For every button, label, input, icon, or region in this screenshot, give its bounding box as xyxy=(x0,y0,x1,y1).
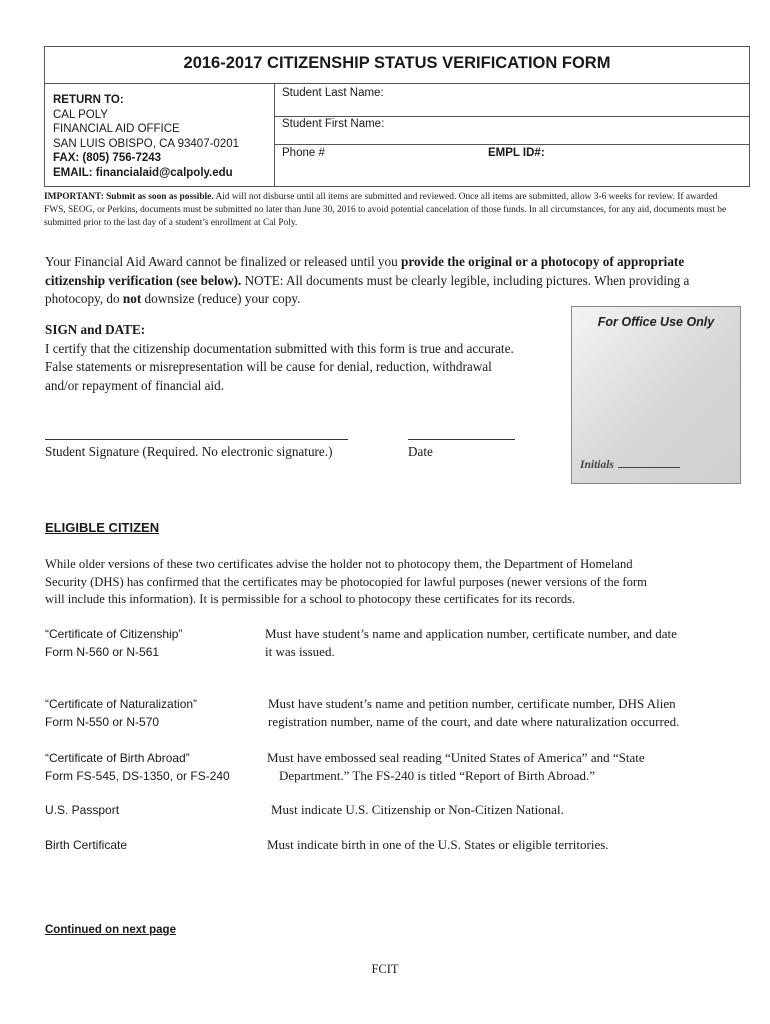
eligible-heading: ELIGIBLE CITIZEN xyxy=(45,520,160,535)
doc-naturalization-name xyxy=(45,695,197,731)
award-text-3: downsize (reduce) your copy. xyxy=(141,291,301,307)
sign-line-2: False statements or misrepresentation will be cause for denial, reduction, withdrawal xyxy=(45,359,492,375)
office-initials-line xyxy=(618,467,680,468)
last-name-label: Student Last Name: xyxy=(282,87,384,99)
doc-req-line: it was issued. xyxy=(265,644,335,659)
doc-passport-name: U.S. Passport xyxy=(45,803,120,817)
return-line-1: CAL POLY xyxy=(53,108,108,121)
eligible-intro-1: While older versions of these two certificates advise the holder not to photocopy them, the Department of Homeland xyxy=(45,557,633,571)
doc-name-line: “Certificate of Birth Abroad” xyxy=(45,751,190,765)
doc-birth-cert-req: Must indicate birth in one of the U.S. States or eligible territories. xyxy=(267,837,609,852)
doc-naturalization-req xyxy=(268,695,679,731)
doc-passport-req: Must indicate U.S. Citizenship or Non-Citizen National. xyxy=(271,802,564,817)
award-bold-1: provide the original or a photocopy of appropriate citizenship verification (see below). xyxy=(45,254,685,288)
doc-form-line: Form FS-545, DS-1350, or FS-240 xyxy=(45,769,230,783)
sign-line-1: I certify that the citizenship documentation submitted with this form is true and accurate. xyxy=(45,340,514,356)
doc-form-line: Form N-550 or N-570 xyxy=(45,715,160,729)
office-use-box xyxy=(571,306,741,484)
return-line-2: FINANCIAL AID OFFICE xyxy=(53,123,180,135)
signature-line[interactable] xyxy=(45,439,348,440)
return-heading: RETURN TO: xyxy=(53,94,124,106)
important-text: Aid will not disburse until all items are submitted and reviewed. Once all items are submitted, allow 3-6 weeks for review. If awarded FWS, SEOG, or Perkins, documents must be submitted no later than June 30, 2016 to avoid potential cancelation of those funds. In all circumstances, for any aid, documents must be submitted prior to the last day of a student’s enrollment at Cal Poly. xyxy=(44,192,727,228)
date-label: Date xyxy=(408,444,433,459)
doc-name-line: “Certificate of Citizenship” xyxy=(45,627,183,641)
last-name-field[interactable] xyxy=(275,84,749,117)
office-initials-label: Initials xyxy=(580,459,614,471)
header-box xyxy=(44,46,750,187)
eligible-intro-2: Security (DHS) has confirmed that the certificates may be photocopied for lawful purposes (newer versions of the form xyxy=(45,574,647,589)
doc-citizenship-req xyxy=(265,625,677,661)
award-bold-2: not xyxy=(122,291,142,307)
sign-heading: SIGN and DATE: xyxy=(45,322,146,337)
doc-birth-abroad-req xyxy=(267,749,645,785)
doc-req-line: Must have student’s name and petition number, certificate number, DHS Alien xyxy=(268,696,676,711)
return-fax: FAX: (805) 756-7243 xyxy=(53,152,162,164)
eligible-intro xyxy=(45,556,745,609)
award-text-2: NOTE: All documents must be clearly legible, including pictures. When providing a photocopy, do xyxy=(45,272,690,307)
sign-section xyxy=(45,321,565,395)
phone-label[interactable]: Phone # xyxy=(282,147,325,159)
doc-req-line: Must have student’s name and application number, certificate number, and date xyxy=(265,626,677,641)
date-line[interactable] xyxy=(408,439,515,440)
office-use-title: For Office Use Only xyxy=(597,315,715,329)
award-paragraph xyxy=(45,253,735,309)
sign-line-3: and/or repayment of financial aid. xyxy=(45,377,225,393)
doc-citizenship-name xyxy=(45,625,182,661)
return-line-3: SAN LUIS OBISPO, CA 93407-0201 xyxy=(53,137,240,150)
doc-req-line: Department.” The FS-240 is titled “Report of Birth Abroad.” xyxy=(279,768,596,783)
return-email: EMAIL: financialaid@calpoly.edu xyxy=(53,166,233,179)
doc-birth-abroad-name xyxy=(45,749,230,785)
signature-label: Student Signature (Required. No electronic signature.) xyxy=(45,444,333,459)
doc-req-line: registration number, name of the court, and date where naturalization occurred. xyxy=(268,714,680,729)
continued-note: Continued on next page xyxy=(45,924,176,936)
form-title: 2016-2017 CITIZENSHIP STATUS VERIFICATION FORM xyxy=(45,47,749,84)
doc-name-line: “Certificate of Naturalization” xyxy=(45,697,198,711)
doc-form-line: Form N-560 or N-561 xyxy=(45,645,160,659)
award-text-1: Your Financial Aid Award cannot be finalized or released until you xyxy=(45,254,401,269)
important-lead: IMPORTANT: Submit as soon as possible. xyxy=(44,192,214,202)
important-notice xyxy=(44,191,734,229)
return-address xyxy=(53,93,239,180)
doc-birth-cert-name: Birth Certificate xyxy=(45,838,128,852)
empl-id-label[interactable]: EMPL ID#: xyxy=(488,147,545,159)
doc-req-line: Must have embossed seal reading “United States of America” and “State xyxy=(267,750,645,765)
first-name-field[interactable] xyxy=(275,117,749,145)
office-initials xyxy=(580,459,680,471)
phone-empl-row xyxy=(275,145,749,187)
footer-code: FCIT xyxy=(371,962,399,976)
first-name-label: Student First Name: xyxy=(282,118,385,130)
eligible-intro-3: will include this information). It is permissible for a school to photocopy these certificates for its records. xyxy=(45,592,576,607)
